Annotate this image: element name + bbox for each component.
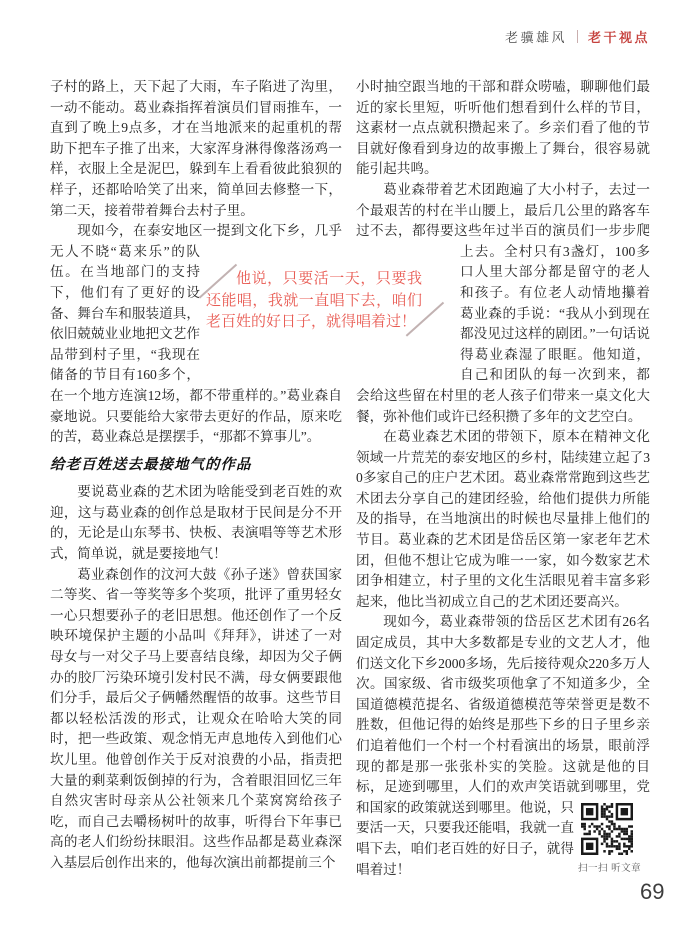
- paragraph-text: 现如今，葛业森带领的岱岳区艺术团有26名固定成员，其中大多数都是专业的文艺人才，他们送文化下乡2000多场，先后接待观众220多万人次。国家级、省市级奖项他拿了不知道多少，全国道德模范提名、省级道德模范等荣誉更是数不胜数，但他记得的始终是那些下乡的日子里乡亲们追着他们一个村一个村看演出的场景，眼前浮现的都是那一张张朴实的笑脸。这就是他的目标，足迹到哪里，人们的欢声笑语就到哪里，党: [356, 614, 650, 795]
- pull-quote: 他说，只要活一天，只要我还能唱，我就一直唱下去，咱们老百姓的好日子，就得唱着过！: [206, 270, 422, 330]
- header-divider: [577, 30, 578, 43]
- page-number: 69: [640, 879, 665, 904]
- qr-block: [578, 803, 642, 874]
- paragraph-text: 葛业森带着艺术团跑遍了大小村子，去过一个最艰苦的村在半山腰上，最后几公里的路客车过不去，都得要这些年过半百的演员们一步步爬: [356, 181, 650, 239]
- paragraph-text: 现如今，在泰安地区一提到文化下乡，几乎: [77, 223, 342, 239]
- left-text-column: [50, 77, 342, 874]
- paragraph-text: 上去。全村只有3盏灯，100多口人里大部分都是留守的老人和孩子。有位老人动情地攥着葛业森的手说：“我从小到现在都没见过这样的剧团。”一句话说得葛业森湿了眼眶。他知道，自己和团队的每一次到来，都会给这些留在村里的老人孩子们带来一桌文化大餐，弥补他们或许已经积攒了多年的文艺空白。: [356, 243, 650, 424]
- right-text-column: [356, 77, 650, 884]
- paragraph-continued: 子村的路上，天下起了大雨，车子陷进了沟里，一动不能动。葛业森指挥着演员们冒雨推车，一直到了晚上9点多，才在当地派来的起重机的帮助下把车子推了出来，大家浑身淋得像落汤鸡一样，衣服上全是泥巴，躲到车上看看彼此狼狈的样子，还都哈哈笑了出来，简单回去修整一下，第二天，接着带着舞台去村子里。: [50, 79, 342, 218]
- qr-code-icon: [581, 803, 633, 855]
- section-heading: 给老百姓送去最接地气的作品: [50, 456, 252, 473]
- paragraph: 在葛业森艺术团的带领下，原本在精神文化领域一片荒芜的泰安地区的乡村，陆续建立起了30多家自己的庄户艺术团。葛业森常常跑到这些艺术团去分享自己的建团经验，给他们提供力所能及的指导，在当地演出的时候也尽量排上他们的节目。葛业森的艺术团是岱岳区第一家老年艺术团，但他不想让它成为唯一一家，如今数家艺术团争相建立，村子里的文化生活眼见着丰富多彩起来，他比当初成立自己的艺术团还要高兴。: [356, 429, 650, 609]
- column-section-title: 老干视点: [587, 30, 650, 45]
- paragraph-continued: 小时抽空跟当地的干部和群众唠嗑，聊聊他们最近的家长里短，听听他们想看到什么样的节目，这素材一点点就积攒起来了。乡亲们看了他的节目就好像看到身边的故事搬上了舞台，很容易就能引起共鸣。: [356, 79, 650, 177]
- paragraph: 要说葛业森的艺术团为啥能受到老百姓的欢迎，这与葛业森的创作总是取材于民间是分不开的，无论是山东琴书、快板、表演唱等等艺术形式，简单说，就是要接地气！: [50, 484, 342, 562]
- paragraph: 葛业森创作的汶河大鼓《孙子迷》曾获国家二等奖、省一等奖等多个奖项，批评了重男轻女一心只想要孙子的老旧思想。他还创作了一个反映环境保护主题的小品叫《拜拜》，讲述了一对母女与一对父子马上要喜结良缘，却因为父子俩办的胶厂污染环境引发村民不满，母女俩要跟他们分手，最后父子俩幡然醒悟的故事。这些节目都以轻松活泼的形式，让观众在哈哈大笑的同时，把一些政策、观念悄无声息地传入到他们心坎儿里。他曾创作关于反对浪费的小品，指责把大量的剩菜剩饭倒掉的行为，含着眼泪回忆三年自然灾害时母亲从公社领来几个菜窝窝给孩子吃，而自己去嚼杨树叶的故事，听得台下年事已高的老人们纷纷抹眼泪。这些作品都是葛业森深入基层后创作出来的，他每次演出前都提前三个: [50, 566, 342, 870]
- qr-caption: 扫一扫 听文章: [578, 863, 642, 874]
- paragraph: [50, 221, 342, 448]
- magazine-section-title: 老骥雄风: [504, 30, 567, 45]
- page-header: [505, 27, 650, 46]
- paragraph-text: 无人不晓“葛来乐”的队伍。在当地部门的支持下，他们有了更好的设备、舞台车和服装道具，依旧兢兢业业地把文艺作品带到村子里，“我现在储备的节目有160多个，在一个地方连演12场，都不带重样的。”葛业森自豪地说。只要能给大家带去更好的作品，原来吃的苦，葛业森总是摆摆手，“那都不算事儿”。: [50, 243, 342, 445]
- paragraph-text: 和国家的政策就送到哪里。他说，只要活一天，只要我还能唱，我就一直唱下去，咱们老百姓的好日子，就得唱着过！: [356, 799, 574, 877]
